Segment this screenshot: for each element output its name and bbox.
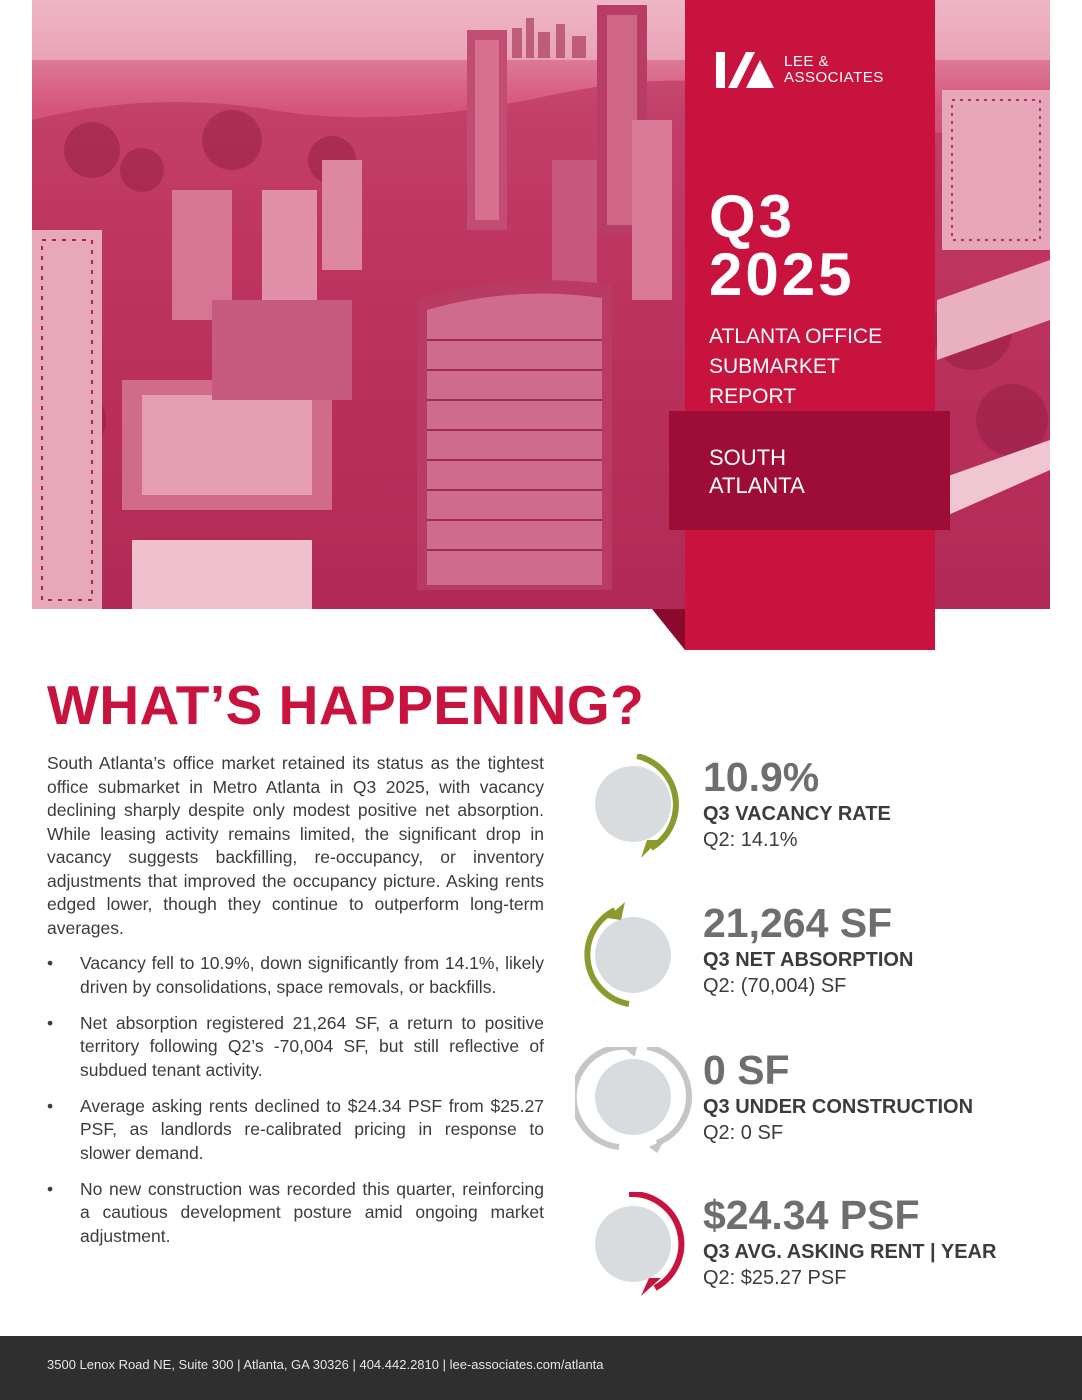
bullet-marker: • <box>47 1178 54 1199</box>
bullet-marker: • <box>47 1012 54 1033</box>
intro-paragraph: South Atlanta’s office market retained its status as the tightest office submarket in Metro Atlanta in Q3 2025, with vacancy declining sharply despite only modest positive net absorption. While leasing activity remains limited, the significant drop in vacancy suggests backfilling, re-occupancy, or inventory adjustments that improved the occupancy picture. Asking rents edged lower, though they continue to outperform long-term averages. <box>47 753 544 938</box>
list-item-text: No new construction was recorded this quarter, reinforcing a cautious development posture amid ongoing market adjustment. <box>80 1178 544 1246</box>
stat-vacancy-rate <box>575 754 1035 874</box>
stat-label: Q3 UNDER CONSTRUCTION <box>703 1096 974 1118</box>
list-item-text: Vacancy fell to 10.9%, down significantly from 14.1%, likely driven by consolidations, space removals, or backfills. <box>80 953 544 997</box>
submarket-name <box>709 444 805 500</box>
list-item-text: Average asking rents declined to $24.34 PSF from $25.27 PSF, as landlords re-calibrated pricing in response to slower demand. <box>80 1095 544 1163</box>
stat-previous: Q2: 0 SF <box>703 1122 784 1144</box>
highlights-list <box>47 952 544 1261</box>
stat-label: Q3 AVG. ASKING RENT | YEAR <box>703 1241 997 1263</box>
stat-net-absorption <box>575 900 1035 1020</box>
stat-label: Q3 NET ABSORPTION <box>703 949 914 971</box>
la-monogram-icon <box>716 52 774 88</box>
stat-previous: Q2: 14.1% <box>703 829 798 851</box>
stat-value: 21,264 SF <box>703 900 893 946</box>
list-item <box>47 952 544 999</box>
report-title-line1: ATLANTA OFFICE <box>709 325 883 348</box>
stat-previous: Q2: (70,004) SF <box>703 975 847 997</box>
list-item-text: Net absorption registered 21,264 SF, a return to positive territory following Q2’s -70,004 SF, but still reflective of subdued tenant activity. <box>80 1012 544 1080</box>
list-item <box>47 1095 544 1166</box>
report-year: 2025 <box>709 241 855 308</box>
arrow-down-icon <box>575 1192 695 1302</box>
report-title-line2: SUBMARKET REPORT <box>709 355 840 408</box>
panel-fold-corner <box>652 609 685 650</box>
submarket-line2: ATLANTA <box>709 473 805 498</box>
brand-name <box>784 54 884 86</box>
arrow-up-icon <box>575 900 695 1010</box>
bullet-marker: • <box>47 953 54 973</box>
list-item <box>47 1012 544 1083</box>
list-item <box>47 1178 544 1249</box>
stat-asking-rent <box>575 1192 1035 1312</box>
stat-under-construction <box>575 1047 1035 1167</box>
report-period <box>709 183 855 308</box>
stat-label: Q3 VACANCY RATE <box>703 803 891 825</box>
report-title <box>709 322 929 412</box>
brand-name-line2: ASSOCIATES <box>784 69 884 86</box>
no-change-icon <box>575 1047 695 1157</box>
report-quarter: Q3 <box>709 183 796 250</box>
stat-value: 10.9% <box>703 754 820 800</box>
submarket-line1: SOUTH <box>709 445 786 470</box>
stat-value: $24.34 PSF <box>703 1192 920 1238</box>
stat-value: 0 SF <box>703 1047 790 1093</box>
section-headline: WHAT’S HAPPENING? <box>47 674 645 736</box>
arrow-down-icon <box>575 754 695 864</box>
brand-name-line1: LEE & <box>784 53 830 70</box>
footer-contact: 3500 Lenox Road NE, Suite 300 | Atlanta, GA 30326 | 404.442.2810 | lee-associates.com/atlanta <box>47 1357 604 1372</box>
stat-previous: Q2: $25.27 PSF <box>703 1267 847 1289</box>
brand-logo <box>716 52 884 88</box>
bullet-marker: • <box>47 1095 54 1116</box>
